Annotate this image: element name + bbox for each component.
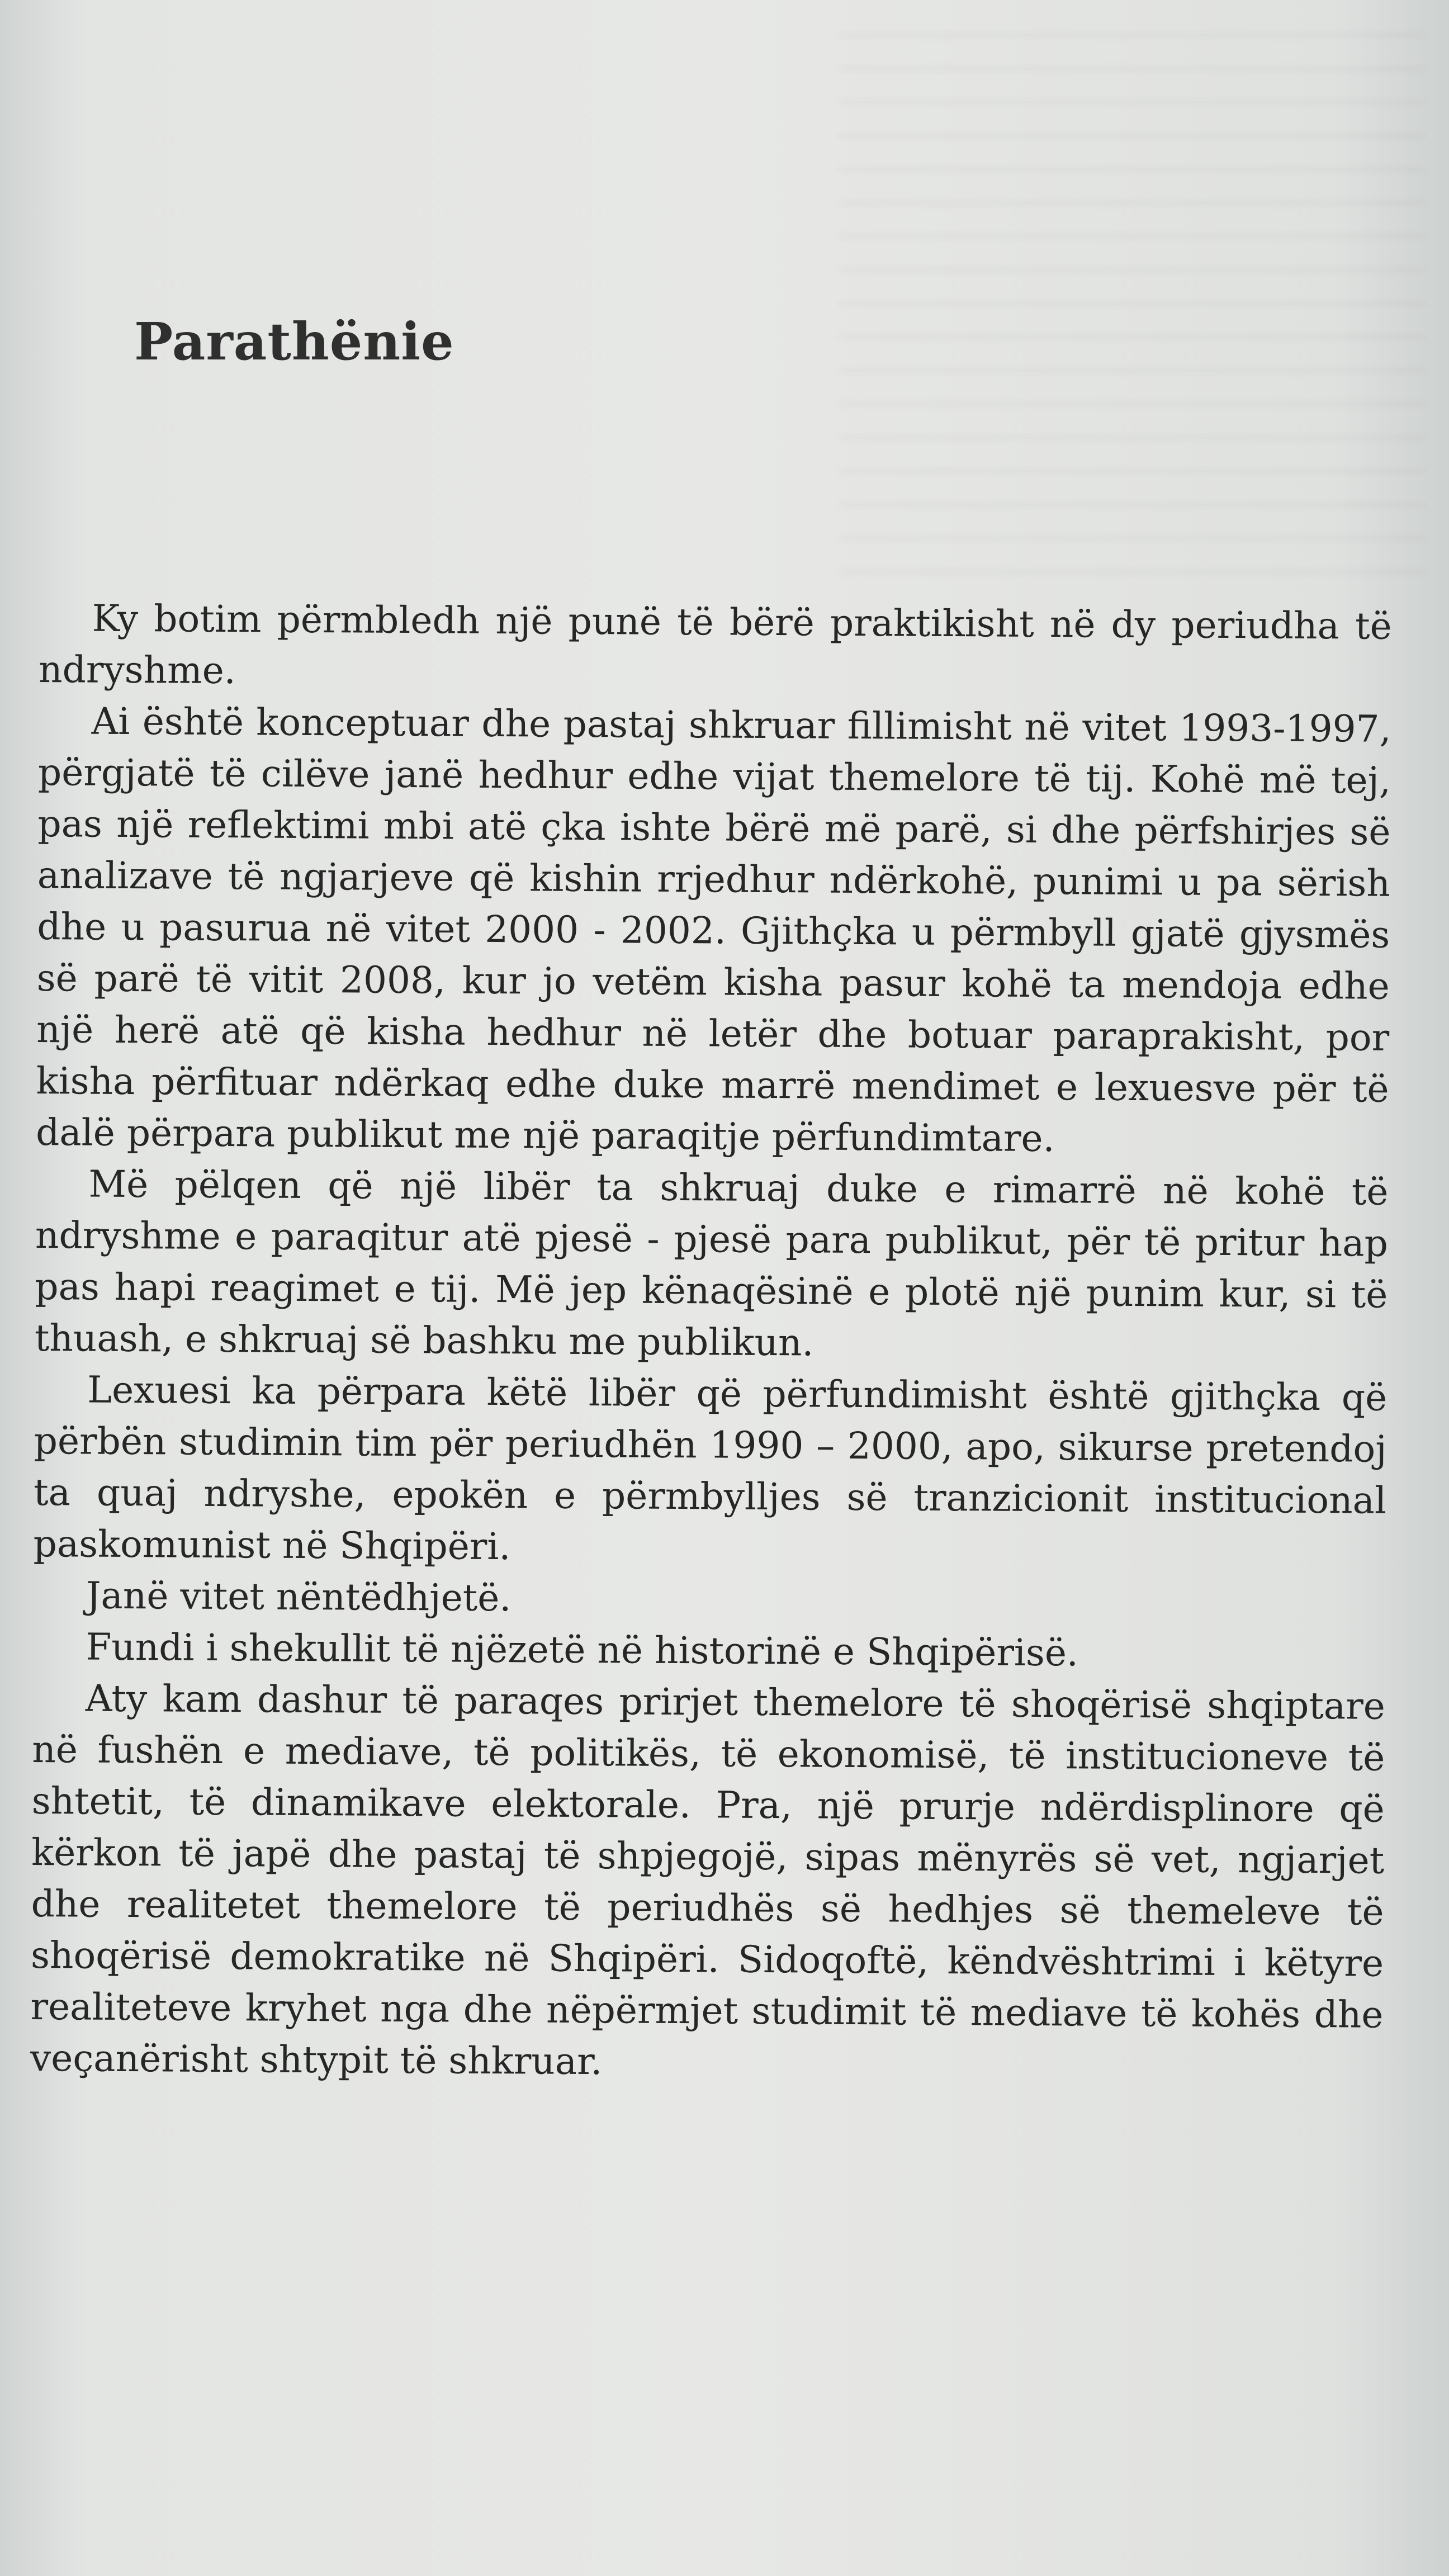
show-through-text: [839, 34, 1426, 593]
paragraph-1: Ky botim përmbledh një punë të bërë praktikisht në dy periudha të ndryshme.: [38, 596, 1392, 693]
paragraph-6: Fundi i shekullit të njëzetë në historinë e Shqipërisë.: [86, 1625, 1079, 1675]
paragraph-5: Janë vitet nëntëdhjetë.: [86, 1574, 512, 1620]
paragraph-3: Më pëlqen që një libër ta shkruaj duke e rimarrë në kohë të ndryshme e paraqitur atë pjesë - pjesë para publikut, për të pritur hap pas hapi reagimet e tij. Më jep kënaqësinë e plotë një punim kur, si të thuash, e shkruaj së bashku me publikun.: [34, 1162, 1389, 1365]
paragraph-2: Ai është konceptuar dhe pastaj shkruar fillimisht në vitet 1993-1997, përgjatë të cilëve janë hedhur edhe vijat themelore të tij. Kohë më tej, pas një reflektimi mbi atë çka ishte bërë më parë, si dhe përfshirjes së analizave të ngjarjeve që kishin rrjedhur ndërkohë, punimi u pa sërish dhe u pasurua në vitet 2000 - 2002. Gjithçka u përmbyll gjatë gjysmës së parë të vitit 2008, kur jo vetëm kisha pasur kohë ta mendoja edhe një herë atë që kisha hedhur në letër dhe botuar paraprakisht, por kisha përfituar ndërkaq edhe duke marrë mendimet e lexuesve për të dalë përpara publikut me një paraqitje përfundimtare.: [35, 699, 1391, 1161]
paragraph-7: Aty kam dashur të paraqes prirjet themelore të shoqërisë shqiptare në fushën e mediave, të politikës, të ekonomisë, të institucioneve të shtetit, të dinamikave elektorale. Pra, një prurje ndërdisplinore që kërkon të japë dhe pastaj të shpjegojë, sipas mënyrës së vet, ngjarjet dhe realitetet themelore të periudhës së hedhjes së themeleve të shoqërisë demokratike në Shqipëri. Sidoqoftë, këndvështrimi i këtyre realiteteve kryhet nga dhe nëpërmjet studimit të mediave të kohës dhe veçanërisht shtypit të shkruar.: [30, 1677, 1386, 2083]
paragraph-4: Lexuesi ka përpara këtë libër që përfundimisht është gjithçka që përbën studimin tim për periudhën 1990 – 2000, apo, sikurse pretendoj ta quaj ndryshe, epokën e përmbylljes së tranzicionit institucional paskomunist në Shqipëri.: [33, 1368, 1388, 1569]
preface-body: [30, 593, 1392, 2092]
chapter-title: Parathënie: [134, 311, 454, 372]
